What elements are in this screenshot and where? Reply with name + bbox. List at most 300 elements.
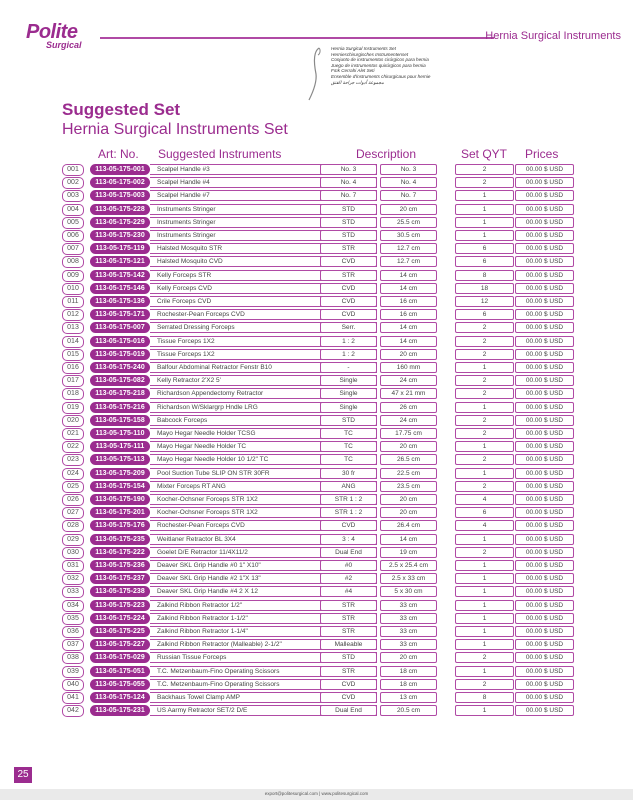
price: 00.00 $ USD	[515, 402, 574, 413]
article-number: 113-05-175-136	[90, 296, 150, 307]
price: 00.00 $ USD	[515, 626, 574, 637]
table-row	[62, 217, 582, 228]
price: 00.00 $ USD	[515, 243, 574, 254]
description-size: No. 4	[380, 177, 437, 188]
description-size: 20 cm	[380, 652, 437, 663]
row-number: 035	[62, 613, 84, 625]
description-size: 26.4 cm	[380, 520, 437, 531]
description-size: 20 cm	[380, 349, 437, 360]
language-line: Fıtık Cerrahi Alet Seti	[331, 68, 375, 74]
description-size: 20 cm	[380, 441, 437, 452]
table-row	[62, 283, 582, 294]
price: 00.00 $ USD	[515, 388, 574, 399]
description-type: 1 : 2	[320, 336, 377, 347]
instrument-name: Weitlaner Retractor BL 3X4	[150, 534, 377, 545]
price: 00.00 $ USD	[515, 520, 574, 531]
price: 00.00 $ USD	[515, 375, 574, 386]
row-number: 033	[62, 586, 84, 598]
row-number: 038	[62, 652, 84, 664]
row-number: 007	[62, 243, 84, 255]
instrument-name: Rochester-Pean Forceps CVD	[150, 520, 377, 531]
table-row	[62, 692, 582, 703]
article-number: 113-05-175-121	[90, 256, 150, 267]
set-quantity: 2	[455, 336, 514, 347]
table-row	[62, 573, 582, 584]
instrument-name: Tissue Forceps 1X2	[150, 336, 377, 347]
row-number: 031	[62, 560, 84, 572]
description-size: 47 x 21 mm	[380, 388, 437, 399]
table-row	[62, 666, 582, 677]
description-size: 16 cm	[380, 296, 437, 307]
instrument-name: Halsted Mosquito CVD	[150, 256, 377, 267]
table-row	[62, 230, 582, 241]
price: 00.00 $ USD	[515, 666, 574, 677]
table-row	[62, 600, 582, 611]
price: 00.00 $ USD	[515, 468, 574, 479]
price: 00.00 $ USD	[515, 204, 574, 215]
language-line: Conjunto de instrumentos cirúrgicos para hernia	[331, 57, 429, 63]
row-number: 019	[62, 402, 84, 414]
description-size: 20 cm	[380, 204, 437, 215]
row-number: 037	[62, 639, 84, 651]
table-row	[62, 349, 582, 360]
set-quantity: 2	[455, 652, 514, 663]
instrument-name: Zalkind Ribbon Retractor (Malleable) 2-1/2"	[150, 639, 377, 650]
price: 00.00 $ USD	[515, 705, 574, 716]
instrument-name: Scalpel Handle #4	[150, 177, 377, 188]
set-quantity: 1	[455, 613, 514, 624]
description-type: Single	[320, 388, 377, 399]
description-size: 14 cm	[380, 322, 437, 333]
price: 00.00 $ USD	[515, 560, 574, 571]
table-row	[62, 481, 582, 492]
description-type: STD	[320, 652, 377, 663]
set-quantity: 4	[455, 494, 514, 505]
description-size: 20 cm	[380, 494, 437, 505]
table-row	[62, 428, 582, 439]
set-quantity: 1	[455, 705, 514, 716]
description-type: STR	[320, 243, 377, 254]
set-quantity: 1	[455, 402, 514, 413]
price: 00.00 $ USD	[515, 481, 574, 492]
set-quantity: 2	[455, 547, 514, 558]
description-size: 14 cm	[380, 534, 437, 545]
set-quantity: 2	[455, 349, 514, 360]
price: 00.00 $ USD	[515, 600, 574, 611]
set-quantity: 2	[455, 481, 514, 492]
description-size: 12.7 cm	[380, 256, 437, 267]
set-quantity: 6	[455, 507, 514, 518]
table-row	[62, 322, 582, 333]
set-quantity: 2	[455, 322, 514, 333]
article-number: 113-05-175-110	[90, 428, 150, 439]
set-quantity: 2	[455, 164, 514, 175]
set-quantity: 2	[455, 679, 514, 690]
set-quantity: 6	[455, 309, 514, 320]
set-quantity: 1	[455, 534, 514, 545]
price: 00.00 $ USD	[515, 190, 574, 201]
page-number: 25	[14, 767, 32, 783]
brand-logo	[26, 22, 82, 50]
instrument-name: Mayo Hegar Needle Holder TCSG	[150, 428, 377, 439]
row-number: 002	[62, 177, 84, 189]
instrument-name: Balfour Abdominal Retractor Fenstr B10	[150, 362, 377, 373]
table-row	[62, 164, 582, 175]
table-row	[62, 402, 582, 413]
table-row	[62, 639, 582, 650]
price: 00.00 $ USD	[515, 296, 574, 307]
instrument-name: Deaver SKL Grip Handle #4 2 X 12	[150, 586, 377, 597]
set-quantity: 1	[455, 230, 514, 241]
instrument-name: Richardson W/Sklargrp Hndle LRG	[150, 402, 377, 413]
row-number: 020	[62, 415, 84, 427]
row-number: 027	[62, 507, 84, 519]
price: 00.00 $ USD	[515, 230, 574, 241]
table-row	[62, 190, 582, 201]
article-number: 113-05-175-055	[90, 679, 150, 690]
table-row	[62, 454, 582, 465]
row-number: 039	[62, 666, 84, 678]
price: 00.00 $ USD	[515, 336, 574, 347]
article-number: 113-05-175-119	[90, 243, 150, 254]
description-type: STR 1 : 2	[320, 494, 377, 505]
description-size: 20.5 cm	[380, 705, 437, 716]
language-line: Juego de instrumentos quirúrgicos para hernia	[331, 62, 426, 68]
description-size: 160 mm	[380, 362, 437, 373]
article-number: 113-05-175-225	[90, 626, 150, 637]
description-size: 18 cm	[380, 666, 437, 677]
set-quantity: 6	[455, 256, 514, 267]
table-row	[62, 547, 582, 558]
row-number: 042	[62, 705, 84, 717]
description-size: 30.5 cm	[380, 230, 437, 241]
instrument-name: T.C. Metzenbaum-Fino Operating Scissors	[150, 666, 377, 677]
description-type: Single	[320, 402, 377, 413]
instrument-name: Zalkind Ribbon Retractor 1-1/2"	[150, 613, 377, 624]
description-type: 30 fr	[320, 468, 377, 479]
table-row	[62, 296, 582, 307]
instrument-name: Crile Forceps CVD	[150, 296, 377, 307]
description-type: STD	[320, 230, 377, 241]
article-number: 113-05-175-209	[90, 468, 150, 479]
instrument-name: Scalpel Handle #3	[150, 164, 377, 175]
instrument-name: Kelly Forceps CVD	[150, 283, 377, 294]
set-quantity: 2	[455, 428, 514, 439]
instrument-name: Tissue Forceps 1X2	[150, 349, 377, 360]
row-number: 003	[62, 190, 84, 202]
table-row	[62, 270, 582, 281]
description-type: CVD	[320, 692, 377, 703]
instrument-illustration	[305, 46, 325, 102]
instrument-name: Zalkind Ribbon Retractor 1/2"	[150, 600, 377, 611]
description-size: 14 cm	[380, 336, 437, 347]
row-number: 009	[62, 270, 84, 282]
article-number: 113-05-175-082	[90, 375, 150, 386]
article-number: 113-05-175-016	[90, 336, 150, 347]
row-number: 026	[62, 494, 84, 506]
description-size: 17.75 cm	[380, 428, 437, 439]
article-number: 113-05-175-201	[90, 507, 150, 518]
description-size: No. 3	[380, 164, 437, 175]
row-number: 017	[62, 375, 84, 387]
row-number: 005	[62, 217, 84, 229]
article-number: 113-05-175-007	[90, 322, 150, 333]
row-number: 023	[62, 454, 84, 466]
article-number: 113-05-175-224	[90, 613, 150, 624]
article-number: 113-05-175-158	[90, 415, 150, 426]
description-type: CVD	[320, 309, 377, 320]
instrument-name: Kocher-Ochsner Forceps STR 1X2	[150, 507, 377, 518]
article-number: 113-05-175-229	[90, 217, 150, 228]
description-type: CVD	[320, 679, 377, 690]
row-number: 025	[62, 481, 84, 493]
description-size: 14 cm	[380, 270, 437, 281]
description-type: Serr.	[320, 322, 377, 333]
description-type: TC	[320, 428, 377, 439]
price: 00.00 $ USD	[515, 507, 574, 518]
header-divider	[100, 37, 494, 39]
table-row	[62, 494, 582, 505]
table-row	[62, 507, 582, 518]
price: 00.00 $ USD	[515, 309, 574, 320]
page-subheading: Hernia Surgical Instruments Set	[62, 121, 288, 138]
set-quantity: 1	[455, 560, 514, 571]
row-number: 024	[62, 468, 84, 480]
set-quantity: 1	[455, 639, 514, 650]
language-line: Hernieschirurgisches Instrumentenset	[331, 51, 409, 57]
table-row	[62, 626, 582, 637]
set-quantity: 2	[455, 415, 514, 426]
article-number: 113-05-175-228	[90, 204, 150, 215]
table-row	[62, 256, 582, 267]
description-size: 25.5 cm	[380, 217, 437, 228]
price: 00.00 $ USD	[515, 349, 574, 360]
description-type: No. 7	[320, 190, 377, 201]
footer-contact: export@politesurgical.com | www.politesurgical.com	[264, 791, 369, 796]
language-line: Hernia Surgical Instruments Set	[331, 46, 396, 51]
row-number: 018	[62, 388, 84, 400]
description-size: 5 x 30 cm	[380, 586, 437, 597]
price: 00.00 $ USD	[515, 679, 574, 690]
price: 00.00 $ USD	[515, 428, 574, 439]
price: 00.00 $ USD	[515, 177, 574, 188]
description-type: Dual End	[320, 705, 377, 716]
row-number: 034	[62, 600, 84, 612]
row-number: 013	[62, 322, 84, 334]
set-quantity: 1	[455, 626, 514, 637]
set-quantity: 1	[455, 586, 514, 597]
article-number: 113-05-175-124	[90, 692, 150, 703]
article-number: 113-05-175-223	[90, 600, 150, 611]
col-header-art: Art: No.	[98, 147, 139, 161]
language-line: مجموعة أدوات جراحة الفتق	[331, 79, 384, 85]
table-row	[62, 679, 582, 690]
description-size: 20 cm	[380, 507, 437, 518]
description-size: 18 cm	[380, 679, 437, 690]
instrument-name: US Aarmy Retractor SET/2 D/E	[150, 705, 377, 716]
instrument-name: Instruments Stringer	[150, 217, 377, 228]
description-type: No. 3	[320, 164, 377, 175]
table-row	[62, 375, 582, 386]
article-number: 113-05-175-227	[90, 639, 150, 650]
price: 00.00 $ USD	[515, 586, 574, 597]
article-number: 113-05-175-218	[90, 388, 150, 399]
description-type: STD	[320, 217, 377, 228]
instrument-name: Russian Tissue Forceps	[150, 652, 377, 663]
language-line: Ensemble d'instruments chirurgicaux pour hernie	[331, 73, 431, 79]
description-size: No. 7	[380, 190, 437, 201]
description-type: Single	[320, 375, 377, 386]
row-number: 036	[62, 626, 84, 638]
description-type: -	[320, 362, 377, 373]
description-size: 26.5 cm	[380, 454, 437, 465]
row-number: 001	[62, 164, 84, 176]
description-size: 23.5 cm	[380, 481, 437, 492]
table-row	[62, 336, 582, 347]
brand-subtitle: Surgical	[46, 40, 82, 50]
col-header-qty: Set QYT	[461, 147, 508, 161]
price: 00.00 $ USD	[515, 573, 574, 584]
description-size: 2.5 x 33 cm	[380, 573, 437, 584]
set-quantity: 8	[455, 692, 514, 703]
table-row	[62, 362, 582, 373]
set-quantity: 2	[455, 375, 514, 386]
article-number: 113-05-175-240	[90, 362, 150, 373]
table-row	[62, 177, 582, 188]
table-row	[62, 243, 582, 254]
description-type: STR	[320, 613, 377, 624]
article-number: 113-05-175-002	[90, 177, 150, 188]
set-quantity: 6	[455, 243, 514, 254]
instrument-name: Deaver SKL Grip Handle #2 1"X 13"	[150, 573, 377, 584]
row-number: 030	[62, 547, 84, 559]
instrument-name: Mayo Hegar Needle Holder TC	[150, 441, 377, 452]
table-row	[62, 560, 582, 571]
set-quantity: 12	[455, 296, 514, 307]
description-size: 33 cm	[380, 613, 437, 624]
set-quantity: 2	[455, 177, 514, 188]
price: 00.00 $ USD	[515, 270, 574, 281]
instrument-name: Scalpel Handle #7	[150, 190, 377, 201]
instrument-name: Deaver SKL Grip Handle #0 1" X10"	[150, 560, 377, 571]
instrument-name: Richardson Appendectomy Retractor	[150, 388, 377, 399]
price: 00.00 $ USD	[515, 441, 574, 452]
description-size: 19 cm	[380, 547, 437, 558]
language-list	[331, 46, 430, 85]
description-size: 14 cm	[380, 283, 437, 294]
article-number: 113-05-175-176	[90, 520, 150, 531]
instrument-name: Rochester-Pean Forceps CVD	[150, 309, 377, 320]
set-quantity: 1	[455, 190, 514, 201]
article-number: 113-05-175-113	[90, 454, 150, 465]
row-number: 021	[62, 428, 84, 440]
description-type: CVD	[320, 256, 377, 267]
description-type: Malleable	[320, 639, 377, 650]
row-number: 015	[62, 349, 84, 361]
col-header-prices: Prices	[525, 147, 559, 161]
instrument-name: Pool Suction Tube SLIP ON STR 30FR	[150, 468, 377, 479]
col-header-description: Description	[356, 147, 417, 161]
description-size: 13 cm	[380, 692, 437, 703]
description-type: Dual End	[320, 547, 377, 558]
instrument-name: Instruments Stringer	[150, 204, 377, 215]
price: 00.00 $ USD	[515, 217, 574, 228]
table-row	[62, 613, 582, 624]
description-type: STR	[320, 600, 377, 611]
description-type: STD	[320, 415, 377, 426]
header-title: Hernia Surgical Instruments	[485, 30, 621, 42]
set-quantity: 1	[455, 666, 514, 677]
price: 00.00 $ USD	[515, 613, 574, 624]
instrument-name: Serrated Dressing Forceps	[150, 322, 377, 333]
price: 00.00 $ USD	[515, 322, 574, 333]
description-size: 33 cm	[380, 600, 437, 611]
instrument-name: Goelet D/E Retractor 11/4X11/2	[150, 547, 377, 558]
instrument-name: Backhaus Towel Clamp AMP	[150, 692, 377, 703]
set-quantity: 2	[455, 388, 514, 399]
description-type: 1 : 2	[320, 349, 377, 360]
price: 00.00 $ USD	[515, 534, 574, 545]
description-size: 2.5 x 25.4 cm	[380, 560, 437, 571]
article-number: 113-05-175-154	[90, 481, 150, 492]
row-number: 012	[62, 309, 84, 321]
row-number: 008	[62, 256, 84, 268]
description-type: CVD	[320, 296, 377, 307]
description-size: 24 cm	[380, 415, 437, 426]
page-heading: Suggested Set	[62, 100, 181, 119]
article-number: 113-05-175-171	[90, 309, 150, 320]
price: 00.00 $ USD	[515, 415, 574, 426]
row-number: 014	[62, 336, 84, 348]
set-quantity: 18	[455, 283, 514, 294]
row-number: 032	[62, 573, 84, 585]
set-quantity: 1	[455, 573, 514, 584]
description-type: TC	[320, 441, 377, 452]
description-size: 33 cm	[380, 626, 437, 637]
description-type: CVD	[320, 283, 377, 294]
article-number: 113-05-175-142	[90, 270, 150, 281]
row-number: 016	[62, 362, 84, 374]
description-type: STR	[320, 666, 377, 677]
price: 00.00 $ USD	[515, 639, 574, 650]
description-type: ANG	[320, 481, 377, 492]
table-row	[62, 309, 582, 320]
price: 00.00 $ USD	[515, 362, 574, 373]
table-row	[62, 520, 582, 531]
table-row	[62, 652, 582, 663]
description-size: 26 cm	[380, 402, 437, 413]
description-type: STR	[320, 626, 377, 637]
table-row	[62, 441, 582, 452]
brand-name: Polite	[26, 21, 78, 43]
article-number: 113-05-175-146	[90, 283, 150, 294]
instrument-name: Kelly Forceps STR	[150, 270, 377, 281]
description-type: 3 : 4	[320, 534, 377, 545]
article-number: 113-05-175-190	[90, 494, 150, 505]
row-number: 028	[62, 520, 84, 532]
instrument-name: Babcock Forceps	[150, 415, 377, 426]
set-quantity: 1	[455, 468, 514, 479]
row-number: 006	[62, 230, 84, 242]
table-row	[62, 388, 582, 399]
description-type: STD	[320, 204, 377, 215]
row-number: 011	[62, 296, 84, 308]
article-number: 113-05-175-237	[90, 573, 150, 584]
row-number: 029	[62, 534, 84, 546]
description-size: 22.5 cm	[380, 468, 437, 479]
description-size: 24 cm	[380, 375, 437, 386]
article-number: 113-05-175-003	[90, 190, 150, 201]
